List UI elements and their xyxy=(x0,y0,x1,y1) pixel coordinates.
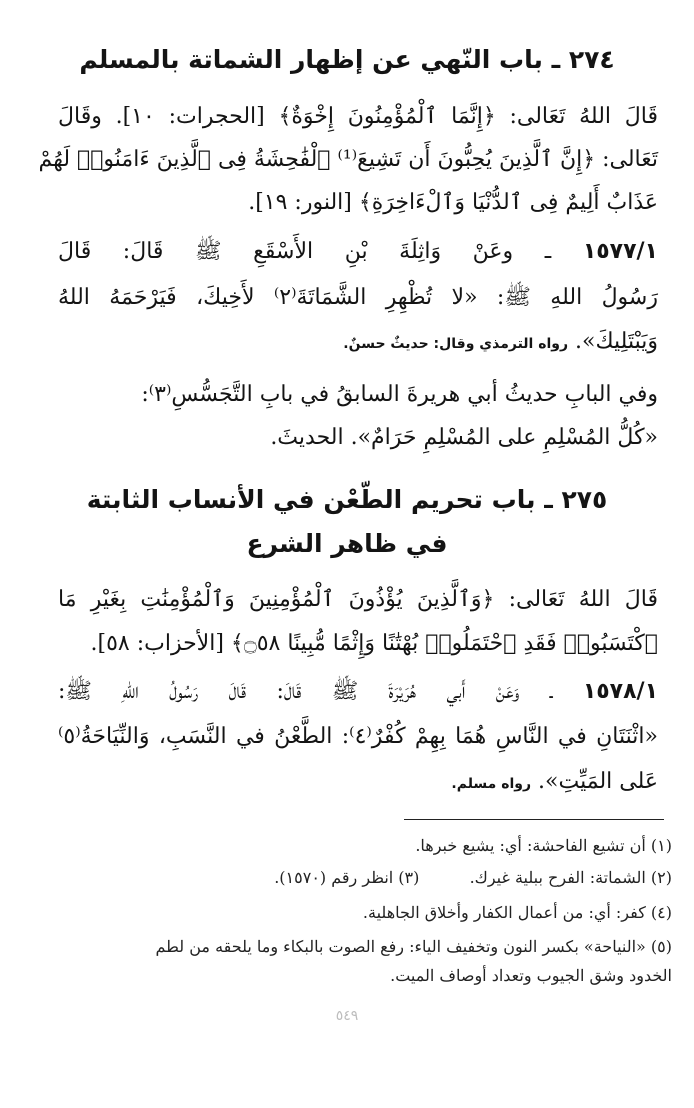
section-274-heading: ٢٧٤ ـ باب النّهي عن إظهار الشماتة بالمسلم xyxy=(79,45,615,74)
hadith-1577-narrator: ـ وعَنْ وَاثِلَةَ بْنِ الأَسْقَعِ ﷺ قَالَ: قَالَ xyxy=(58,239,552,264)
bab-note-line-1: وفي البابِ حديثُ أبي هريرةَ السابقُ في بابِ التَّجَسُّسِ⁽٣⁾: xyxy=(141,382,658,407)
footnote-1: (١) أن تشيع الفاحشة: أي: يشيع خبرها. xyxy=(415,836,672,855)
footnote-divider xyxy=(404,819,664,820)
verse-275-line-1: قَالَ اللهُ تَعَالى: ﴿وَٱلَّذِينَ يُؤْذُونَ ٱلْمُؤْمِنِينَ وَٱلْمُؤْمِنَٰتِ بِغَيْرِ مَا xyxy=(58,587,658,612)
section-275-heading-line-2: في ظاهر الشرع xyxy=(246,529,448,558)
hadith-1578-source: رواه مسلم. xyxy=(451,776,532,792)
hadith-1578-number: ١٥٧٨/١ xyxy=(582,679,659,704)
hadith-1577-number: ١٥٧٧/١ xyxy=(582,239,658,264)
verse-line-1: قَالَ اللهُ تَعَالى: ﴿إِنَّمَا ٱلْمُؤْمِنُونَ إِخْوَةٌ﴾ [الحجرات: ١٠]. وقَالَ xyxy=(58,104,658,129)
footnote-2: (٢) الشماتة: الفرح ببلية غيرك. xyxy=(469,868,672,887)
verse-line-2: تَعَالى: ﴿إِنَّ ٱلَّذِينَ يُحِبُّونَ أَن تَشِيعَ⁽¹⁾ ٱلْفَٰحِشَةُ فِى ٱلَّذِينَ ءَامَنُوا۟ لَهُمْ xyxy=(38,147,658,172)
footnote-row-2-3 xyxy=(32,864,672,892)
footnote-5-line-2: الخدود وشق الجيوب وتعداد أوصاف الميت. xyxy=(390,966,672,985)
hadith-1578-text-end: عَلى المَيِّتِ». xyxy=(538,769,658,794)
hadith-1578-line-1 xyxy=(58,672,658,712)
hadith-1578-line-2: «اثْنَتَانِ في النَّاسِ هُمَا بِهِمْ كُفْرٌ⁽٤⁾: الطَّعْنُ في النَّسَبِ، وَالنِّيَاحَةُ⁽٥⁾ xyxy=(58,724,658,749)
hadith-1577-line-1 xyxy=(58,232,658,272)
footnote-3: (٣) انظر رقم (١٥٧٠). xyxy=(274,868,420,887)
footnote-5-line-1: (٥) «النياحة» بكسر النون وتخفيف الياء: رفع الصوت بالبكاء وما يلحقه من لطم xyxy=(155,937,672,956)
hadith-1577-line-2: رَسُولُ اللهِ ﷺ: «لا تُظْهِرِ الشَّمَاتَةَ⁽٢⁾ لأَخِيكَ، فَيَرْحَمَهُ اللهُ xyxy=(58,285,658,310)
hadith-1578-narrator: ـ وَعَنْ أَبي هُرَيْرَةَ ﷺ قَالَ: قَالَ رَسُولُ اللهِ ﷺ: xyxy=(58,679,553,704)
bab-note-line-2: «كُلُّ المُسْلِمِ على المُسْلِمِ حَرَامٌ». الحديثَ. xyxy=(270,425,658,450)
section-275-heading-line-1: ٢٧٥ ـ باب تحريم الطّعْن في الأنساب الثابتة xyxy=(86,485,608,514)
page-number: ٥٤٩ xyxy=(335,1008,359,1024)
hadith-1578-line-3 xyxy=(58,762,658,804)
hadith-1577-source: رواه الترمذي وقال: حديثٌ حسنٌ. xyxy=(343,336,569,352)
hadith-1577-text-end: وَيَبْتَلِيكَ». xyxy=(575,329,658,354)
footnote-4: (٤) كفر: أي: من أعمال الكفار وأخلاق الجاهلية. xyxy=(362,903,672,922)
verse-275-line-2: ٱكْتَسَبُوا۟ فَقَدِ ٱحْتَمَلُوا۟ بُهْتَٰنًا وَإِثْمًا مُّبِينًا ۝٥٨﴾ [الأحزاب: ٥٨]. xyxy=(90,631,658,656)
hadith-1577-line-3 xyxy=(58,322,658,364)
verse-line-3: عَذَابٌ أَلِيمٌ فِى ٱلدُّنْيَا وَٱلْءَاخِرَةِ﴾ [النور: ١٩]. xyxy=(248,190,658,215)
